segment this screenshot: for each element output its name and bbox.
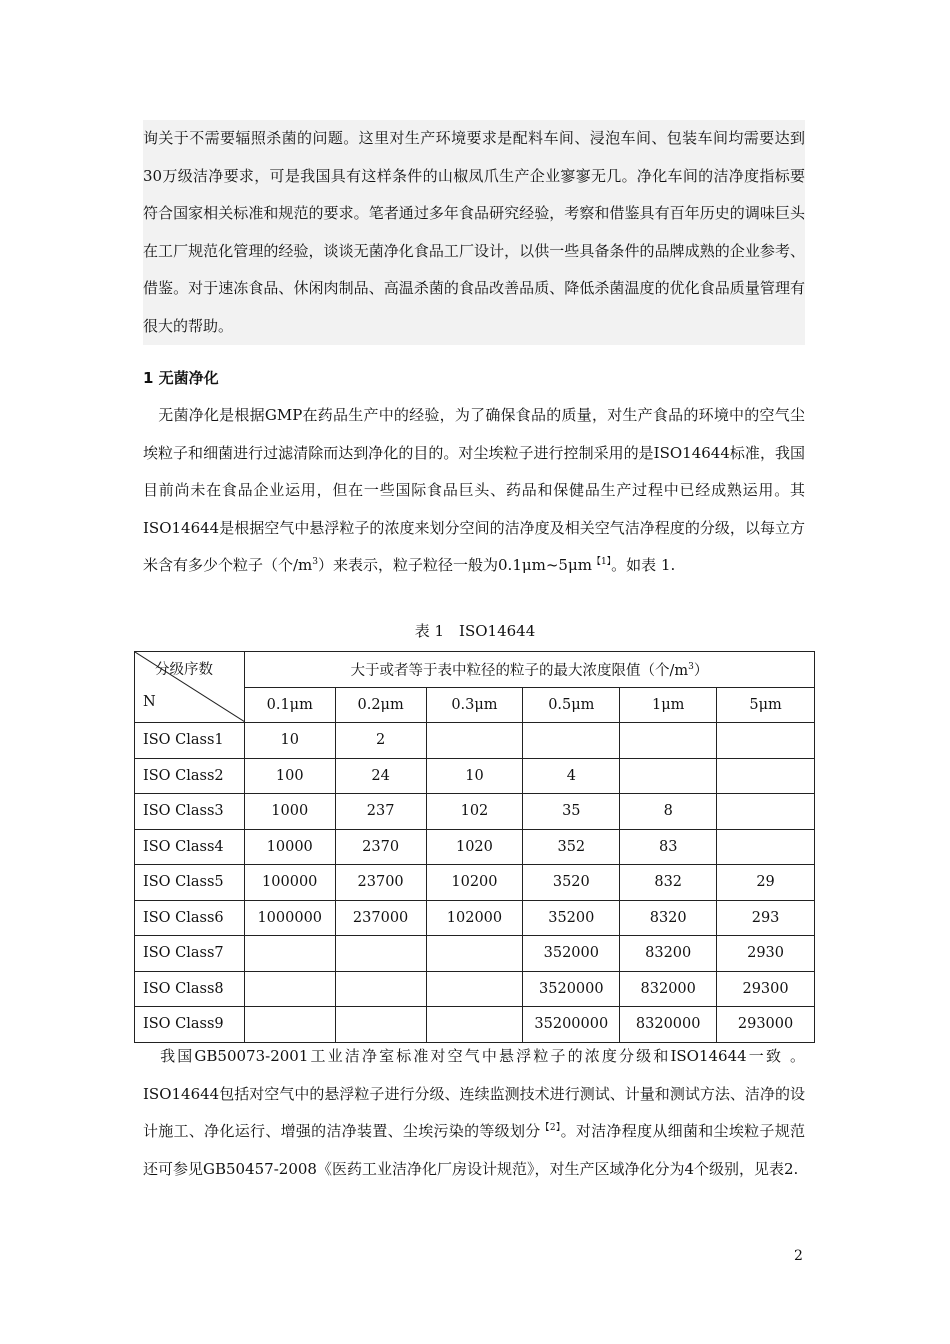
table-row xyxy=(135,723,815,759)
table-row xyxy=(135,936,815,972)
table-cell xyxy=(244,971,335,1007)
table-cell xyxy=(244,1007,335,1043)
table-cell: 8 xyxy=(620,794,717,830)
table-cell: 1000000 xyxy=(244,900,335,936)
table-cell: 83200 xyxy=(620,936,717,972)
group-header-end: ） xyxy=(693,662,709,679)
row-label: ISO Class9 xyxy=(135,1007,245,1043)
table-cell: 2370 xyxy=(335,829,426,865)
column-header: 5μm xyxy=(717,687,815,723)
table-cell xyxy=(335,971,426,1007)
row-label: ISO Class7 xyxy=(135,936,245,972)
row-label: ISO Class5 xyxy=(135,865,245,901)
table-row xyxy=(135,1007,815,1043)
row-label: ISO Class3 xyxy=(135,794,245,830)
row-label: ISO Class6 xyxy=(135,900,245,936)
table-cell xyxy=(717,723,815,759)
table-cell xyxy=(426,723,523,759)
paragraph-1-text: 无菌净化是根据GMP在药品生产中的经验，为了确保食品的质量，对生产食品的环境中的空气尘埃粒子和细菌进行过滤清除而达到净化的目的。对尘埃粒子进行控制采用的是ISO14644标准，我国目前尚未在食品企业运用，但在一些国际食品巨头、药品和保健品生产过程中已经成熟运用。其ISO14644是根据空气中悬浮粒子的浓度来划分空间的洁净度及相关空气洁净程度的分级，以每立方米含有多少个粒子（个/m xyxy=(143,406,805,574)
column-header: 0.2μm xyxy=(335,687,426,723)
group-header-text: 大于或者等于表中粒径的粒子的最大浓度限值（个/m xyxy=(350,662,689,679)
paragraph-1 xyxy=(143,397,805,585)
row-label: ISO Class1 xyxy=(135,723,245,759)
column-header: 1μm xyxy=(620,687,717,723)
table-cell: 293 xyxy=(717,900,815,936)
paragraph-2-text: 我国GB50073-2001工业洁净室标准对空气中悬浮粒子的浓度分级和ISO14644一致 。ISO14644包括对空气中的悬浮粒子进行分级、连续监测技术进行测试、计量和测试方法、洁净的设计施工、净化运行、增强的洁净装置、尘埃污染的等级划分 xyxy=(143,1047,805,1140)
table-cell: 10200 xyxy=(426,865,523,901)
table-cell: 100 xyxy=(244,758,335,794)
paragraph-2-text-end: 。对洁净程度从细菌和尘埃粒子规范还可参见GB50457-2008《医药工业洁净化厂房设计规范》，对生产区域净化分为4个级别，见表2. xyxy=(143,1122,805,1178)
table-cell xyxy=(244,936,335,972)
table-row xyxy=(135,971,815,1007)
table-cell: 832 xyxy=(620,865,717,901)
table-cell: 102000 xyxy=(426,900,523,936)
table-cell: 8320 xyxy=(620,900,717,936)
highlighted-block xyxy=(143,120,805,345)
column-header: 0.1μm xyxy=(244,687,335,723)
table-cell xyxy=(335,936,426,972)
table-cell: 2 xyxy=(335,723,426,759)
table-cell: 102 xyxy=(426,794,523,830)
table-cell: 10000 xyxy=(244,829,335,865)
group-header-sup: 3 xyxy=(688,661,694,672)
column-header: 0.3μm xyxy=(426,687,523,723)
table-cell: 24 xyxy=(335,758,426,794)
table-caption: 表 1 ISO14644 xyxy=(414,622,536,640)
row-label: ISO Class8 xyxy=(135,971,245,1007)
row-label: ISO Class2 xyxy=(135,758,245,794)
table-cell: 1000 xyxy=(244,794,335,830)
table-row xyxy=(135,865,815,901)
table-cell: 293000 xyxy=(717,1007,815,1043)
table-cell: 35200 xyxy=(523,900,620,936)
table-cell xyxy=(426,971,523,1007)
table-cell: 29 xyxy=(717,865,815,901)
table-row xyxy=(135,829,815,865)
table-corner-cell xyxy=(135,652,245,723)
table-cell: 35200000 xyxy=(523,1007,620,1043)
table-cell: 237 xyxy=(335,794,426,830)
table-cell xyxy=(620,723,717,759)
row-label: ISO Class4 xyxy=(135,829,245,865)
table-cell xyxy=(620,758,717,794)
paragraph-1-text-end: 。如表 1. xyxy=(611,556,676,574)
table-cell xyxy=(523,723,620,759)
table-cell: 352 xyxy=(523,829,620,865)
intro-paragraph: 询关于不需要辐照杀菌的问题。这里对生产环境要求是配料车间、浸泡车间、包装车间均需要达到30万级洁净要求，可是我国具有这样条件的山椒凤爪生产企业寥寥无几。净化车间的洁净度指标要符合国家相关标准和规范的要求。笔者通过多年食品研究经验，考察和借鉴具有百年历史的调味巨头在工厂规范化管理的经验，谈谈无菌净化食品工厂设计，以供一些具备条件的品牌成熟的企业参考、借鉴。对于速冻食品、休闲肉制品、高温杀菌的食品改善品质、降低杀菌温度的优化食品质量管理有很大的帮助。 xyxy=(143,129,805,335)
table-cell: 8320000 xyxy=(620,1007,717,1043)
table-cell: 29300 xyxy=(717,971,815,1007)
table-cell: 832000 xyxy=(620,971,717,1007)
table-cell: 3520 xyxy=(523,865,620,901)
table-cell: 10 xyxy=(244,723,335,759)
table-cell xyxy=(717,758,815,794)
group-header xyxy=(244,652,814,688)
table-cell: 23700 xyxy=(335,865,426,901)
table-cell: 1020 xyxy=(426,829,523,865)
table-cell xyxy=(717,794,815,830)
table-cell xyxy=(335,1007,426,1043)
column-header: 0.5μm xyxy=(523,687,620,723)
table-row xyxy=(135,794,815,830)
table-cell: 4 xyxy=(523,758,620,794)
table-cell: 237000 xyxy=(335,900,426,936)
table-cell: 35 xyxy=(523,794,620,830)
table-cell: 2930 xyxy=(717,936,815,972)
table-cell: 3520000 xyxy=(523,971,620,1007)
corner-top-label: 分级序数 xyxy=(155,662,213,678)
table-cell: 10 xyxy=(426,758,523,794)
paragraph-1-text-mid: ）来表示，粒子粒径一般为0.1μm~5μm xyxy=(318,556,592,574)
section-heading: 1 无菌净化 xyxy=(143,369,219,387)
citation-2: 【2】 xyxy=(540,1123,561,1133)
paragraph-2 xyxy=(143,1038,805,1188)
corner-bottom-label: N xyxy=(143,694,156,710)
table-cell xyxy=(426,1007,523,1043)
table-cell: 352000 xyxy=(523,936,620,972)
iso14644-table xyxy=(134,651,815,1043)
unit-superscript: 3 xyxy=(312,557,319,567)
table-row xyxy=(135,900,815,936)
table-cell: 83 xyxy=(620,829,717,865)
table-cell: 100000 xyxy=(244,865,335,901)
table-row xyxy=(135,758,815,794)
citation-1: 【1】 xyxy=(591,557,612,567)
table-cell xyxy=(717,829,815,865)
page-number: 2 xyxy=(794,1248,803,1264)
table-cell xyxy=(426,936,523,972)
